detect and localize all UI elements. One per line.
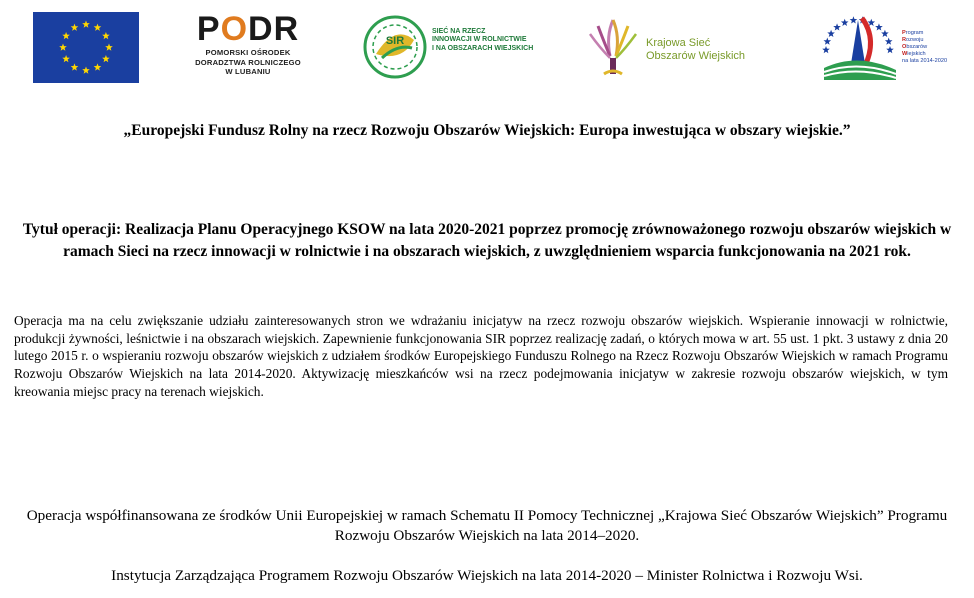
logo-bar [0,0,974,95]
eu-flag-logo [33,12,139,83]
prow-text [902,30,947,65]
ksow-emblem-icon [586,12,640,82]
ksow-logo [586,12,766,82]
prow-star-icon [886,46,894,53]
sir-text [432,28,533,53]
podr-line-2: DORADZTWA ROLNICZEGO [195,57,301,67]
prow-star-icon [850,16,858,23]
sir-logo [362,12,542,82]
podr-logo [188,10,308,90]
eu-flag-icon [33,12,139,83]
prow-line-2: Rozwoju [902,37,924,43]
prow-emblem-icon [818,10,900,84]
prow-star-icon [881,30,889,37]
prow-line-1: Program [902,30,924,36]
operation-title: Tytuł operacji: Realizacja Planu Operacyjnego KSOW na lata 2020-2021 poprzez promocję zrównoważonego rozwoju obszarów wiejskich w ramach Sieci na rzecz innowacji w rolnictwie i na obszarach wiejskich, z uwzględnieniem wsparcia funkcjonowania na 2021 rok. [22,221,952,260]
podr-line-3: W LUBANIU [225,67,271,76]
prow-star-icon [822,46,830,53]
prow-logo [818,10,948,86]
podr-wordmark: PODR [196,10,300,48]
podr-line-1: POMORSKI OŚRODEK [205,48,291,57]
sir-line-3: I NA OBSZARACH WIEJSKICH [432,44,534,52]
prow-line-3: Obszarów [902,44,928,50]
operation-description: Operacja ma na celu zwiększanie udziału zainteresowanych stron we wdrażaniu inicjatyw na rzecz rozwoju obszarów wiejskich. Wspieranie innowacji w rolnictwie, produkcji żywności, leśnictwie i na obszarach wiejskich. Zapewnienie funkcjonowania SIR poprzez realizację zadań, o których mowa w art. 55 ust. 1 pkt. 3 ustawy z dnia 20 lutego 2015 r. o wspieraniu rozwoju obszarów wiejskich z udziałem środków Europejskiego Funduszu Rolnego na Rzecz Rozwoju Obszarów Wiejskich w ramach Programu Rozwoju Obszarów Wiejskich na lata 2014-2020. Aktywizację mieszkańców wsi na rzecz podejmowania inicjatyw w zakresie rozwoju obszarów wiejskich, w tym kreowania miejsc pracy na terenach wiejskich. [14,313,948,399]
sir-line-1: SIEĆ NA RZECZ [432,28,486,35]
cofinancing-note: Operacja współfinansowana ze środków Unii Europejskiej w ramach Schematu II Pomocy Technicznej „Krajowa Sieć Obszarów Wiejskich” Programu Rozwoju Obszarów Wiejskich na lata 2014–2020. [26,507,948,544]
prow-line-5: na lata 2014-2020 [902,58,948,64]
prow-star-icon [823,38,831,45]
document-header: „Europejski Fundusz Rolny na rzecz Rozwoju Obszarów Wiejskich: Europa inwestująca w obszary wiejskie.” [123,122,851,139]
sir-emblem-icon [362,14,428,80]
prow-star-icon [827,30,835,37]
sir-badge-text: SIR [385,35,405,47]
prow-star-icon [885,38,893,45]
sir-line-2: INNOWACJI W ROLNICTWIE [432,36,527,44]
prow-line-4: Wiejskich [902,51,926,57]
ksow-line-1: Krajowa Sieć [646,37,711,49]
prow-star-icon [833,23,841,30]
prow-star-icon [875,23,883,30]
prow-star-icon [841,19,849,26]
ksow-line-2: Obszarów Wiejskich [646,50,746,62]
managing-institution: Instytucja Zarządzająca Programem Rozwoju Obszarów Wiejskich na lata 2014-2020 – Minister Rolnictwa i Rozwoju Wsi. [111,567,863,584]
ksow-text [646,37,745,63]
